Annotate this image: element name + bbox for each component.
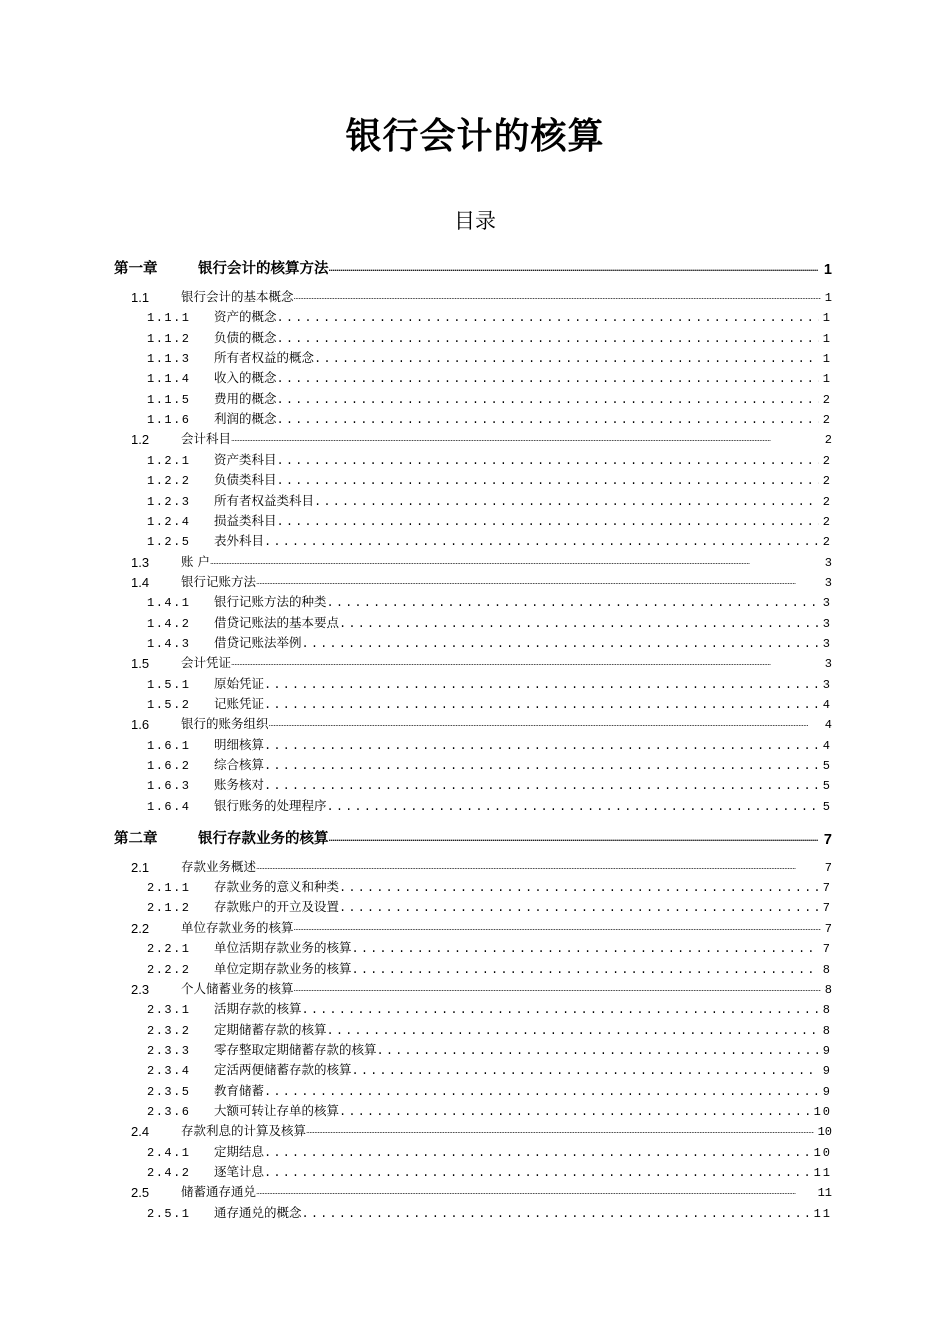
- toc-leader-dots: [314, 495, 819, 509]
- toc-leader-dots: [277, 515, 819, 529]
- toc-entry[interactable]: [131, 1182, 832, 1200]
- toc-leader-dots: [277, 454, 819, 468]
- toc-entry-number: 2.3.6: [147, 1104, 191, 1119]
- toc-entry-number: 2.1.2: [147, 901, 191, 916]
- toc-leader-dots: [231, 434, 821, 447]
- toc-entry[interactable]: [147, 1040, 832, 1058]
- toc-entry-number: 2.3.1: [147, 1003, 191, 1018]
- toc-leader-dots: [264, 739, 819, 753]
- toc-entry[interactable]: [147, 775, 832, 793]
- toc-entry-page: 1: [823, 262, 832, 278]
- toc-entry[interactable]: [114, 826, 832, 848]
- toc-entry-title: 通存通兑的概念: [214, 1204, 302, 1220]
- toc-entry-number: 1.2.1: [147, 453, 191, 468]
- toc-entry[interactable]: [147, 674, 832, 692]
- toc-entry-number: 1.6.1: [147, 738, 191, 753]
- toc-leader-dots: [327, 1024, 819, 1038]
- toc-leader-dots: [339, 881, 819, 895]
- toc-entry-title: 表外科目: [214, 533, 265, 549]
- toc-leader-dots: [329, 261, 818, 278]
- toc-entry-number: 1.6.4: [147, 799, 191, 814]
- document-title: 银行会计的核算: [345, 116, 605, 157]
- toc-leader-dots: [302, 1003, 819, 1017]
- toc-entry[interactable]: [131, 287, 832, 305]
- toc-leader-dots: [314, 352, 819, 366]
- toc-entry-page: 3: [822, 616, 832, 631]
- toc-leader-dots: [352, 963, 819, 977]
- toc-entry[interactable]: [147, 1060, 832, 1078]
- toc-entry-title: 定期储蓄存款的核算: [214, 1021, 327, 1037]
- toc-entry[interactable]: [131, 429, 832, 447]
- toc-leader-dots: [352, 1064, 819, 1078]
- toc-entry-title: 银行记账方法: [181, 573, 257, 589]
- toc-entry-number: 1.5.2: [147, 698, 191, 712]
- toc-entry-title: 教育储蓄: [214, 1082, 265, 1098]
- toc-entry[interactable]: [147, 613, 832, 631]
- toc-entry-title: 账 户: [181, 553, 210, 569]
- toc-entry-title: 资产类科目: [214, 451, 277, 467]
- toc-leader-dots: [264, 779, 819, 793]
- toc-entry-page: 1: [824, 291, 832, 305]
- toc-entry-page: 3: [824, 555, 832, 570]
- toc-entry[interactable]: [131, 918, 832, 936]
- toc-entry[interactable]: [147, 633, 832, 651]
- toc-entry-title: 单位存款业务的核算: [181, 919, 294, 935]
- toc-entry-page: 2: [822, 392, 832, 407]
- toc-entry-title: 活期存款的核算: [214, 1001, 302, 1017]
- toc-entry-page: 2: [822, 413, 832, 428]
- toc-entry-number: 2.2.1: [147, 942, 191, 957]
- toc-leader-dots: [302, 1207, 810, 1221]
- toc-entry-number: 2.5.1: [147, 1206, 191, 1221]
- toc-leader-dots: [256, 1187, 814, 1200]
- toc-entry-number: 1.2.4: [147, 514, 191, 529]
- toc-leader-dots: [210, 557, 821, 570]
- toc-entry[interactable]: [147, 999, 832, 1017]
- toc-entry-title: 负债的概念: [214, 329, 277, 345]
- toc-leader-dots: [264, 1146, 810, 1160]
- toc-entry-title: 负债类科目: [214, 472, 277, 488]
- toc-entry-page: 5: [822, 779, 832, 794]
- toc-leader-dots: [277, 474, 819, 488]
- toc-leader-dots: [294, 923, 821, 936]
- toc-leader-dots: [264, 678, 819, 692]
- toc-entry[interactable]: [147, 897, 832, 915]
- toc-entry-page: 5: [822, 759, 832, 774]
- toc-entry-page: 11: [817, 1186, 832, 1201]
- toc-entry-page: 1: [822, 311, 832, 326]
- toc-entry-page: 7: [822, 901, 832, 916]
- toc-entry[interactable]: [147, 1203, 832, 1221]
- toc-entry-number: 1.2.3: [147, 494, 191, 509]
- toc-entry[interactable]: [147, 470, 832, 488]
- toc-entry-number: 1.1.1: [147, 311, 191, 326]
- toc-entry-page: 4: [824, 718, 832, 733]
- toc-entry-title: 损益类科目: [214, 512, 277, 528]
- toc-entry[interactable]: [147, 348, 832, 366]
- toc-entry-number: 1.1.4: [147, 372, 191, 387]
- toc-entry[interactable]: [147, 755, 832, 773]
- toc-leader-dots: [277, 332, 819, 346]
- toc-entry-number: 2.3.2: [147, 1023, 191, 1038]
- toc-entry-title: 所有者权益类科目: [214, 492, 315, 508]
- toc-entry-page: 1: [822, 331, 832, 346]
- toc-entry-page: 8: [824, 982, 832, 997]
- toc-entry-title: 定活两便储蓄存款的核算: [214, 1062, 352, 1078]
- toc-entry[interactable]: [147, 1101, 832, 1119]
- toc-entry[interactable]: [147, 328, 832, 346]
- toc-entry[interactable]: [147, 450, 832, 468]
- toc-entry-number: 1.6: [131, 717, 150, 733]
- toc-entry-number: 2.3.3: [147, 1043, 191, 1058]
- toc-entry-number: 第一章: [114, 261, 158, 277]
- toc-entry-number: 1.4.1: [147, 596, 191, 611]
- toc-leader-dots: [306, 1126, 814, 1139]
- toc-entry-title: 存款账户的开立及设置: [214, 899, 340, 915]
- toc-entry[interactable]: [147, 959, 832, 977]
- toc-entry-page: 11: [813, 1206, 832, 1221]
- toc-leader-dots: [329, 831, 818, 848]
- toc-entry-number: 2.1: [131, 859, 150, 875]
- toc-entry-title: 收入的概念: [214, 370, 277, 386]
- toc-entry-title: 存款利息的计算及核算: [181, 1123, 307, 1139]
- toc-entry-title: 账务核对: [214, 777, 265, 793]
- toc-leader-dots: [277, 393, 819, 407]
- toc-entry-title: 利润的概念: [214, 411, 277, 427]
- toc-entry-number: 1.1.5: [147, 392, 191, 407]
- toc-heading: 目录: [454, 209, 496, 233]
- toc-entry-number: 2.2.2: [147, 962, 191, 977]
- toc-leader-dots: [256, 862, 821, 875]
- toc-entry[interactable]: [147, 389, 832, 407]
- toc-leader-dots: [339, 901, 819, 915]
- toc-entry-number: 1.3: [131, 554, 150, 570]
- toc-entry-title: 所有者权益的概念: [214, 350, 315, 366]
- toc-entry-number: 1.1.3: [147, 352, 191, 367]
- toc-entry-page: 8: [822, 962, 832, 977]
- toc-entry[interactable]: [147, 511, 832, 529]
- toc-entry-number: 1.1.2: [147, 331, 191, 346]
- toc-entry[interactable]: [114, 256, 832, 278]
- toc-entry-number: 1.5.1: [147, 677, 191, 692]
- toc-entry-number: 2.4: [131, 1124, 150, 1140]
- toc-entry-page: 8: [822, 1003, 832, 1018]
- toc-entry-title: 银行的账务组织: [181, 716, 269, 732]
- toc-entry-title: 原始凭证: [214, 675, 265, 691]
- toc-entry-number: 2.4.1: [147, 1145, 191, 1160]
- toc-entry-number: 第二章: [114, 830, 158, 847]
- toc-entry-page: 7: [822, 942, 832, 957]
- toc-entry-number: 2.3: [131, 981, 150, 997]
- toc-entry-page: 7: [824, 921, 832, 936]
- toc-entry-title: 会计凭证: [181, 655, 232, 671]
- toc-entry-title: 银行会计的核算方法: [198, 261, 329, 277]
- toc-entry-title: 明细核算: [214, 736, 265, 752]
- toc-leader-dots: [264, 759, 819, 773]
- toc-entry-page: 3: [824, 657, 832, 672]
- toc-entry-title: 逐笔计息: [214, 1164, 265, 1179]
- toc-entry-page: 3: [824, 575, 832, 590]
- toc-entry-title: 单位活期存款业务的核算: [214, 940, 352, 956]
- toc-entry-number: 1.4.2: [147, 616, 191, 631]
- toc-entry-page: 2: [824, 433, 832, 448]
- toc-entry-page: 7: [823, 831, 832, 848]
- toc-entry-title: 银行会计的基本概念: [181, 289, 294, 304]
- toc-entry-number: 1.4: [131, 574, 150, 590]
- toc-entry-title: 综合核算: [214, 757, 265, 773]
- toc-entry[interactable]: [147, 1081, 832, 1099]
- toc-entry-page: 3: [822, 636, 832, 651]
- toc-entry-page: 3: [822, 596, 832, 611]
- toc-entry-page: 9: [822, 1043, 832, 1058]
- toc-entry-page: 7: [822, 881, 832, 896]
- toc-entry-title: 单位定期存款业务的核算: [214, 960, 352, 976]
- toc-entry-title: 银行账务的处理程序: [214, 797, 327, 813]
- toc-entry[interactable]: [131, 653, 832, 671]
- toc-entry[interactable]: [147, 796, 832, 814]
- toc-leader-dots: [264, 535, 819, 549]
- toc-entry[interactable]: [131, 979, 832, 997]
- toc-entry-title: 会计科目: [181, 431, 232, 447]
- toc-entry-number: 1.5: [131, 656, 150, 672]
- toc-entry-title: 银行记账方法的种类: [214, 594, 327, 610]
- toc-entry-page: 2: [822, 453, 832, 468]
- toc-entry-title: 个人储蓄业务的核算: [181, 980, 294, 996]
- toc-entry-page: 4: [822, 698, 832, 712]
- toc-entry-number: 1.6.3: [147, 779, 191, 794]
- toc-entry-page: 10: [813, 1104, 832, 1119]
- toc-leader-dots: [294, 984, 821, 997]
- toc-entry-number: 2.2: [131, 920, 150, 936]
- toc-entry-page: 10: [817, 1125, 832, 1140]
- toc-entry-page: 2: [822, 494, 832, 509]
- toc-entry[interactable]: [147, 1162, 832, 1180]
- toc-entry-number: 1.2: [131, 432, 150, 448]
- toc-entry-title: 银行存款业务的核算: [198, 830, 329, 847]
- toc-leader-dots: [277, 311, 819, 325]
- toc-entry-page: 5: [822, 799, 832, 814]
- toc-entry[interactable]: [131, 857, 832, 875]
- toc-entry[interactable]: [147, 368, 832, 386]
- toc-entry-page: 10: [813, 1145, 832, 1160]
- toc-entry-number: 1.2.2: [147, 474, 191, 489]
- toc-entry-page: 7: [824, 860, 832, 875]
- toc-entry-number: 1.2.5: [147, 535, 191, 550]
- toc-entry-number: 2.5: [131, 1185, 150, 1201]
- toc-entry-number: 1.6.2: [147, 759, 191, 774]
- toc-entry[interactable]: [147, 1020, 832, 1038]
- toc-leader-dots: [327, 596, 819, 610]
- toc-entry-title: 大额可转让存单的核算: [214, 1102, 340, 1118]
- toc-entry-title: 零存整取定期储蓄存款的核算: [214, 1041, 377, 1057]
- toc-entry[interactable]: [147, 938, 832, 956]
- toc-entry[interactable]: [131, 552, 832, 570]
- toc-entry-page: 9: [822, 1084, 832, 1099]
- toc-entry-title: 借贷记账法的基本要点: [214, 614, 340, 630]
- toc-entry[interactable]: [147, 409, 832, 427]
- toc-entry-title: 存款业务概述: [181, 858, 257, 874]
- toc-leader-dots: [302, 637, 819, 651]
- toc-leader-dots: [339, 617, 819, 631]
- toc-entry-number: 1.1: [131, 290, 150, 305]
- toc-entry-page: 4: [822, 738, 832, 753]
- toc-leader-dots: [231, 658, 821, 671]
- toc-entry-number: 1.1.6: [147, 413, 191, 428]
- toc-entry[interactable]: [147, 592, 832, 610]
- toc-leader-dots: [377, 1044, 819, 1058]
- toc-leader-dots: [277, 413, 819, 427]
- toc-leader-dots: [264, 698, 819, 712]
- toc-entry[interactable]: [131, 572, 832, 590]
- toc-leader-dots: [352, 942, 819, 956]
- toc-entry[interactable]: [147, 694, 832, 712]
- toc-entry-page: 3: [822, 677, 832, 692]
- toc-entry-page: 2: [822, 474, 832, 489]
- toc-entry[interactable]: [147, 491, 832, 509]
- toc-entry-page: 1: [822, 352, 832, 367]
- toc-leader-dots: [294, 292, 821, 305]
- toc-entry-title: 存款业务的意义和种类: [214, 879, 340, 895]
- toc-entry[interactable]: [147, 735, 832, 753]
- toc-entry-number: 2.1.1: [147, 881, 191, 896]
- toc-leader-dots: [264, 1166, 810, 1180]
- toc-entry[interactable]: [147, 531, 832, 549]
- toc-entry-title: 储蓄通存通兑: [181, 1184, 257, 1200]
- toc-entry-page: 1: [822, 372, 832, 387]
- toc-entry-number: 2.4.2: [147, 1166, 191, 1180]
- toc-entry-page: 8: [822, 1023, 832, 1038]
- toc-entry-page: 11: [813, 1166, 832, 1180]
- toc-entry-number: 1.4.3: [147, 636, 191, 651]
- toc-entry[interactable]: [131, 714, 832, 732]
- toc-entry-title: 定期结息: [214, 1143, 265, 1159]
- toc-entry-page: 9: [822, 1064, 832, 1079]
- toc-entry-number: 2.3.5: [147, 1084, 191, 1099]
- toc-entry-title: 记账凭证: [214, 696, 265, 711]
- toc-entry[interactable]: [131, 1121, 832, 1139]
- toc-entry-number: 2.3.4: [147, 1064, 191, 1079]
- toc-leader-dots: [264, 1085, 819, 1099]
- toc-leader-dots: [339, 1105, 810, 1119]
- toc-entry[interactable]: [147, 1142, 832, 1160]
- toc-entry-title: 借贷记账法举例: [214, 634, 302, 650]
- toc-entry-page: 2: [822, 535, 832, 550]
- toc-entry-title: 资产的概念: [214, 309, 277, 325]
- toc-leader-dots: [277, 372, 819, 386]
- toc-leader-dots: [327, 800, 819, 814]
- toc-entry-page: 2: [822, 514, 832, 529]
- toc-leader-dots: [269, 719, 821, 732]
- toc-entry[interactable]: [147, 877, 832, 895]
- toc-leader-dots: [256, 577, 821, 590]
- toc-entry[interactable]: [147, 307, 832, 325]
- toc-entry-title: 费用的概念: [214, 390, 277, 406]
